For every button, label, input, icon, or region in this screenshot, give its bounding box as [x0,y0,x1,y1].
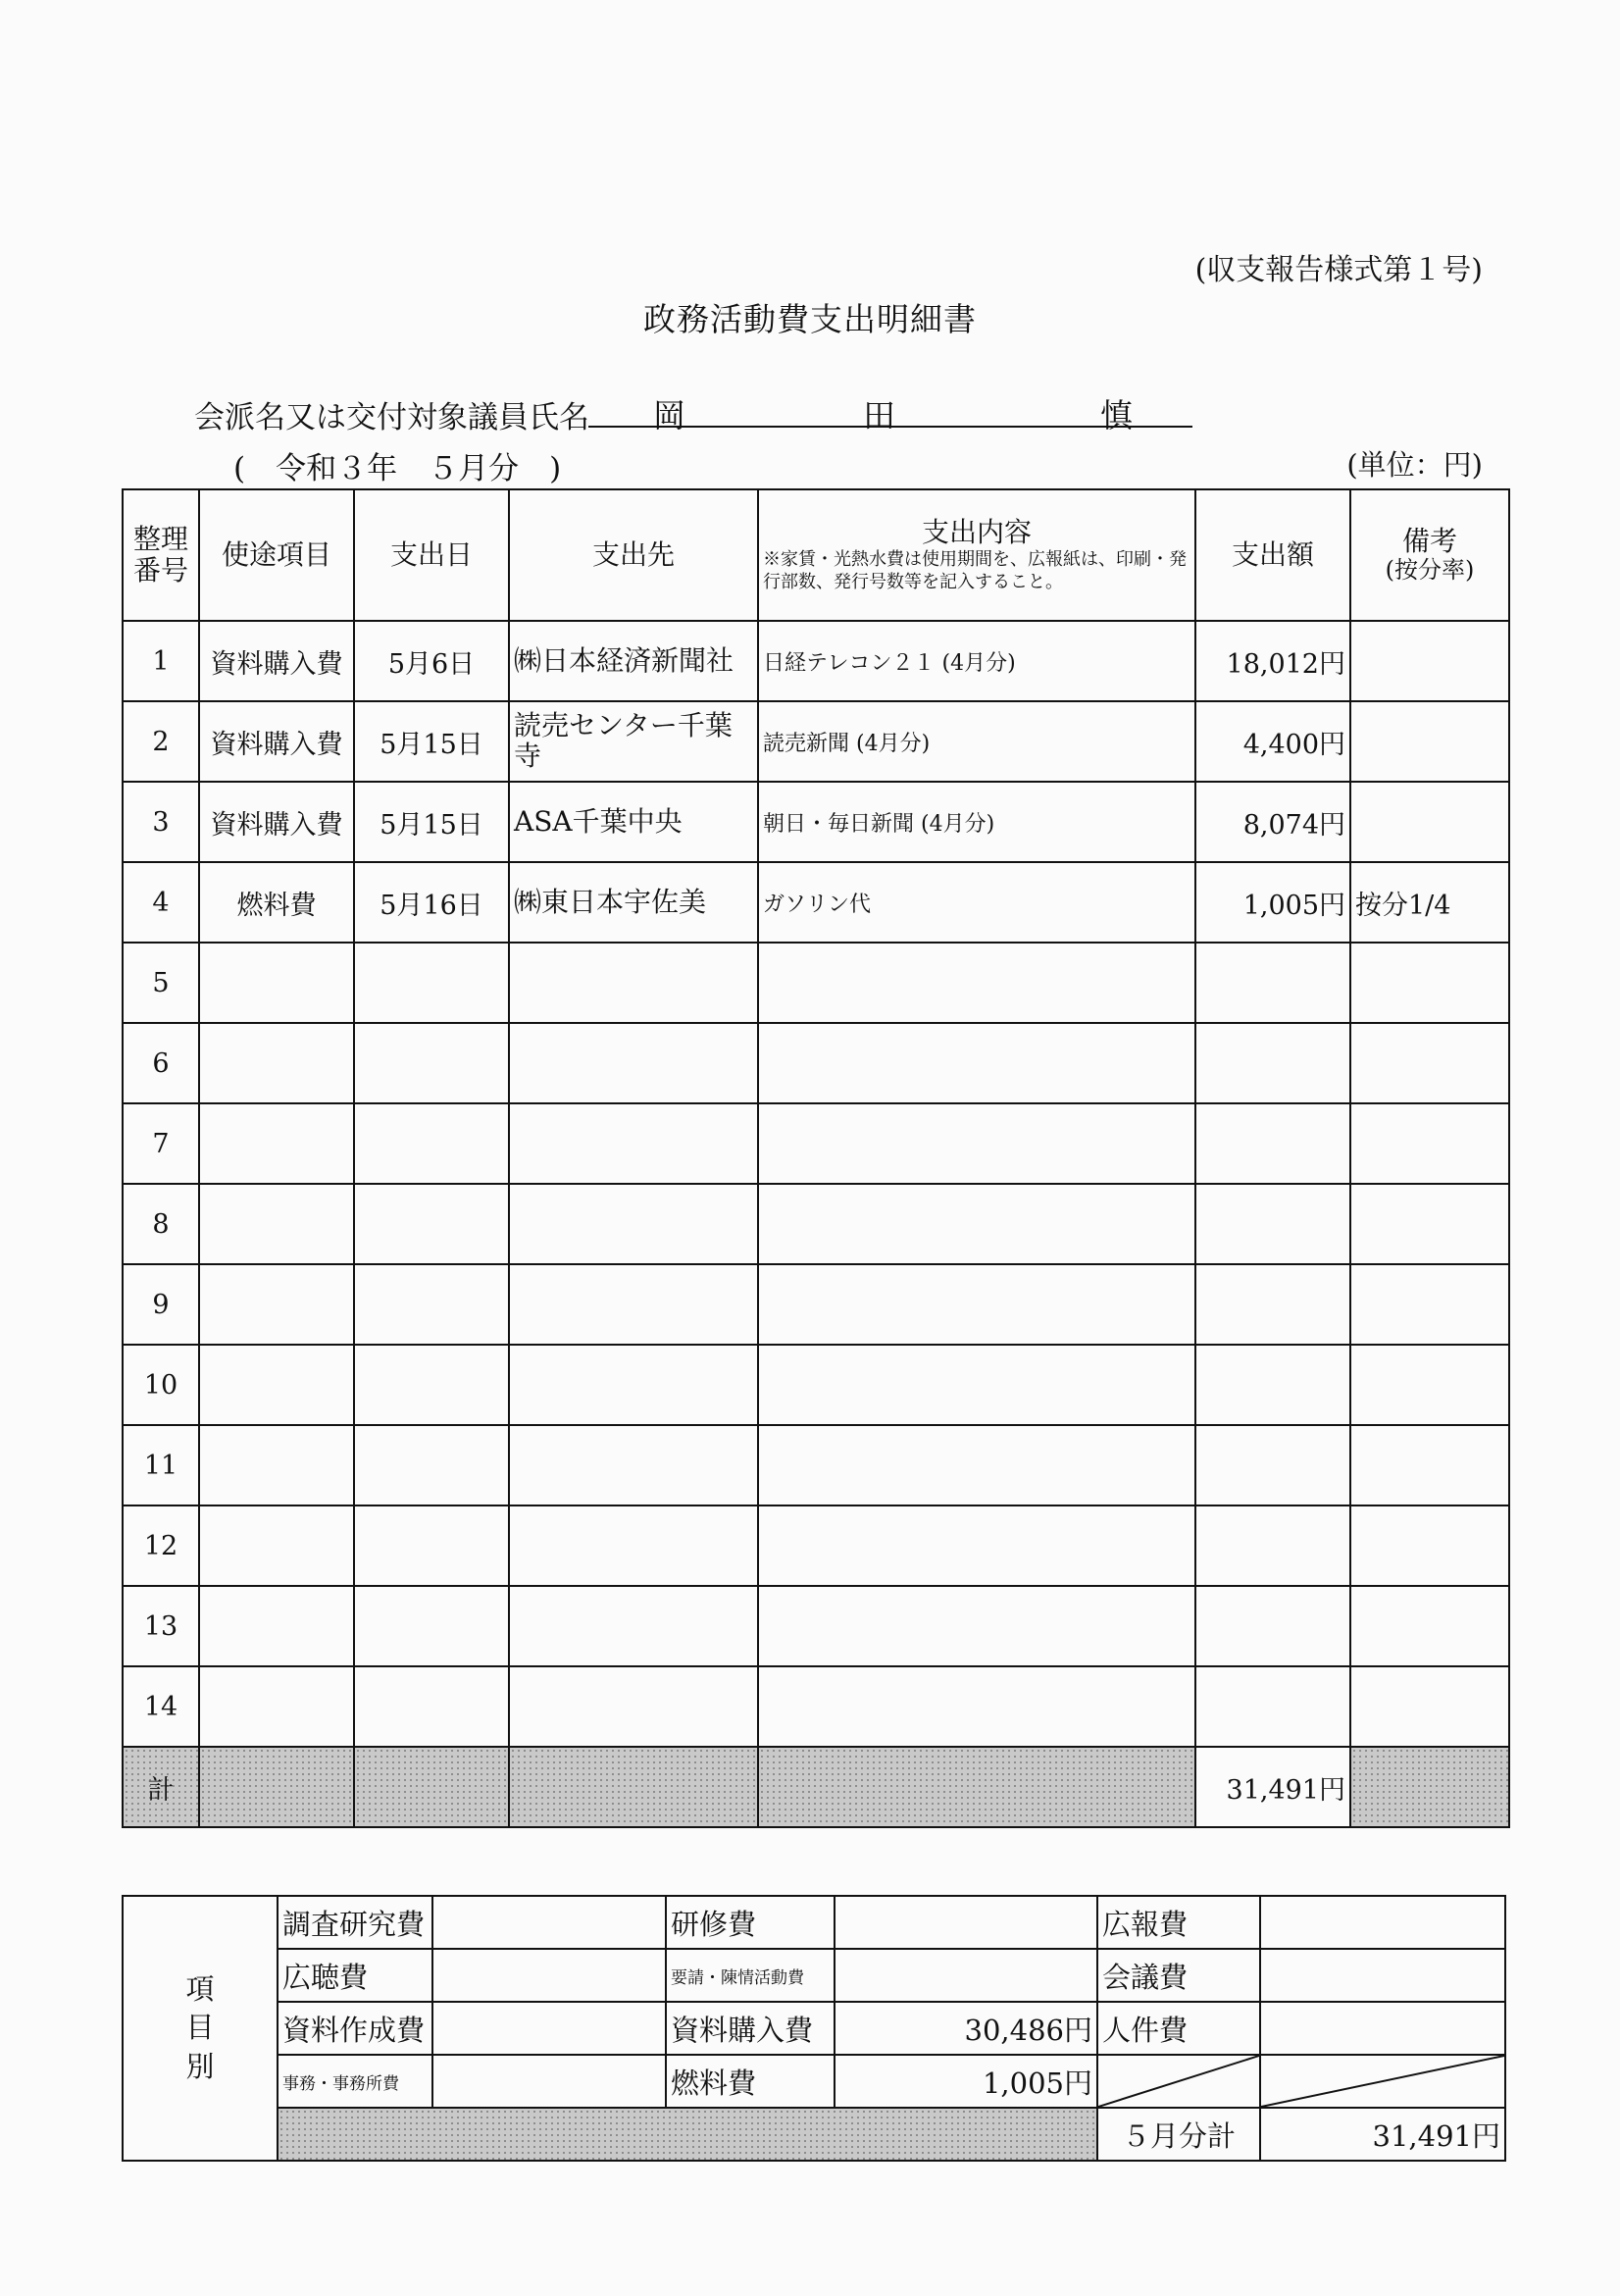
row-description [758,1586,1195,1666]
row-remarks: 按分1/4 [1350,862,1509,943]
header-amount: 支出額 [1195,489,1350,621]
row-number: 4 [123,862,199,943]
row-category [199,1103,354,1184]
diagonal-line [1261,2056,1504,2107]
row-description [758,1345,1195,1425]
expense-table [122,488,1510,1828]
row-description [758,943,1195,1023]
row-description [758,1103,1195,1184]
row-amount [1195,1505,1350,1586]
row-remarks [1350,1505,1509,1586]
total-blank-cell [354,1747,509,1827]
row-remarks [1350,1023,1509,1103]
member-name-part: 慎 [1100,396,1133,434]
summary-row [123,2002,1505,2055]
table-row [123,1666,1509,1747]
row-payee [509,1345,758,1425]
total-blank-cell [199,1747,354,1827]
member-name-part: 田 [863,396,895,434]
row-amount [1195,1425,1350,1505]
row-number: 13 [123,1586,199,1666]
total-row [123,1747,1509,1827]
row-date [354,1103,509,1184]
row-date: 5月16日 [354,862,509,943]
row-date [354,1425,509,1505]
row-description [758,1425,1195,1505]
summary-item-label: 研修費 [666,1896,835,1949]
row-date: 5月6日 [354,621,509,701]
document-title: 政務活動費支出明細書 [643,300,977,338]
summary-item-amount [835,1896,1097,1949]
row-description [758,1666,1195,1747]
row-payee [509,1666,758,1747]
summary-item-amount [432,2055,666,2108]
row-category [199,1425,354,1505]
row-number: 8 [123,1184,199,1264]
row-remarks [1350,1264,1509,1345]
table-header-row [123,489,1509,621]
row-description: 読売新聞 (4月分) [758,701,1195,782]
summary-item-label: 調査研究費 [278,1896,432,1949]
summary-item-amount [1260,2002,1505,2055]
row-payee [509,1505,758,1586]
row-description [758,1184,1195,1264]
row-date: 5月15日 [354,782,509,862]
row-category [199,1586,354,1666]
summary-item-amount [1260,1896,1505,1949]
member-label: 会派名又は交付対象議員氏名 [194,400,589,435]
row-amount [1195,1345,1350,1425]
summary-diagonal-cell [1097,2055,1260,2108]
header-payee: 支出先 [509,489,758,621]
summary-item-amount [835,1949,1097,2002]
row-remarks [1350,1425,1509,1505]
summary-item-amount [432,1949,666,2002]
row-number: 5 [123,943,199,1023]
row-number: 10 [123,1345,199,1425]
row-category [199,1666,354,1747]
table-row [123,1425,1509,1505]
diagonal-line [1098,2056,1259,2107]
table-row [123,1586,1509,1666]
row-date [354,1023,509,1103]
row-amount [1195,1586,1350,1666]
row-remarks [1350,1184,1509,1264]
row-description: 日経テレコン２１ (4月分) [758,621,1195,701]
table-row [123,1264,1509,1345]
header-remarks-main: 備考 [1401,525,1457,558]
row-date [354,943,509,1023]
total-amount: 31,491円 [1195,1747,1350,1827]
row-number: 3 [123,782,199,862]
table-row [123,943,1509,1023]
row-category [199,943,354,1023]
table-row [123,1103,1509,1184]
summary-shaded-cell [278,2108,1097,2161]
row-amount: 8,074円 [1195,782,1350,862]
table-row [123,1345,1509,1425]
row-payee [509,1023,758,1103]
row-category: 資料購入費 [199,701,354,782]
row-amount [1195,1103,1350,1184]
summary-item-amount [432,1896,666,1949]
row-category: 燃料費 [199,862,354,943]
row-payee [509,1586,758,1666]
summary-item-label: 人件費 [1097,2002,1260,2055]
row-description [758,1264,1195,1345]
report-period: ( 令和３年 ５月分 ) [233,451,562,486]
month-total-label: ５月分計 [1097,2108,1260,2161]
summary-diagonal-cell [1260,2055,1505,2108]
member-name-part: 岡 [653,396,685,434]
row-description: 朝日・毎日新聞 (4月分) [758,782,1195,862]
row-amount [1195,1023,1350,1103]
row-description [758,1505,1195,1586]
row-date [354,1586,509,1666]
summary-item-label: 資料購入費 [666,2002,835,2055]
summary-item-label: 広報費 [1097,1896,1260,1949]
row-remarks [1350,621,1509,701]
header-description [758,489,1195,621]
row-category [199,1264,354,1345]
summary-item-label: 資料作成費 [278,2002,432,2055]
summary-side-label [123,1896,278,2161]
row-category [199,1184,354,1264]
row-description: ガソリン代 [758,862,1195,943]
row-amount: 4,400円 [1195,701,1350,782]
summary-item-label: 事務・事務所費 [278,2055,432,2108]
summary-item-label: 要請・陳情活動費 [666,1949,835,2002]
row-category [199,1345,354,1425]
unit-label: (単位：円) [1346,448,1483,482]
row-amount [1195,1264,1350,1345]
row-remarks [1350,782,1509,862]
summary-side-char: 目 [185,2011,215,2045]
row-payee [509,1264,758,1345]
row-date [354,1666,509,1747]
row-date [354,1505,509,1586]
table-row [123,701,1509,782]
header-category: 使途項目 [199,489,354,621]
row-number: 1 [123,621,199,701]
row-remarks [1350,1103,1509,1184]
row-number: 12 [123,1505,199,1586]
summary-side-char: 項 [185,1972,215,2007]
table-row [123,1184,1509,1264]
row-number: 14 [123,1666,199,1747]
row-amount [1195,943,1350,1023]
row-payee [509,1103,758,1184]
row-remarks [1350,1345,1509,1425]
row-remarks [1350,701,1509,782]
table-row [123,862,1509,943]
row-category [199,1505,354,1586]
row-amount [1195,1666,1350,1747]
row-remarks [1350,1586,1509,1666]
row-number: 9 [123,1264,199,1345]
row-date [354,1345,509,1425]
row-description [758,1023,1195,1103]
member-name-underline [588,426,1192,428]
row-remarks [1350,1666,1509,1747]
summary-item-label: 広聴費 [278,1949,432,2002]
row-payee: 読売センター千葉寺 [509,701,758,782]
row-date: 5月15日 [354,701,509,782]
table-row [123,1505,1509,1586]
row-payee [509,1184,758,1264]
header-no: 整理番号 [123,489,199,621]
row-number: 7 [123,1103,199,1184]
summary-row [123,1896,1505,1949]
row-number: 11 [123,1425,199,1505]
total-blank-cell [758,1747,1195,1827]
summary-item-label: 会議費 [1097,1949,1260,2002]
summary-row [123,1949,1505,2002]
row-number: 2 [123,701,199,782]
table-row [123,782,1509,862]
header-remarks-sub: (按分率) [1385,556,1475,585]
row-payee: ㈱日本経済新聞社 [509,621,758,701]
header-date: 支出日 [354,489,509,621]
row-payee [509,1425,758,1505]
row-number: 6 [123,1023,199,1103]
row-payee [509,943,758,1023]
row-category: 資料購入費 [199,782,354,862]
table-row [123,1023,1509,1103]
summary-item-amount: 30,486円 [835,2002,1097,2055]
summary-total-row [123,2108,1505,2161]
month-total-amount: 31,491円 [1260,2108,1505,2161]
row-date [354,1184,509,1264]
row-payee: ASA千葉中央 [509,782,758,862]
row-payee: ㈱東日本宇佐美 [509,862,758,943]
category-summary-table [122,1895,1506,2162]
summary-item-label: 燃料費 [666,2055,835,2108]
header-remarks [1350,489,1509,621]
summary-row [123,2055,1505,2108]
header-description-note: ※家賃・光熱水費は使用期間を、広報紙は、印刷・発行部数、発行号数等を記入すること。 [763,548,1187,593]
row-amount: 1,005円 [1195,862,1350,943]
summary-item-amount: 1,005円 [835,2055,1097,2108]
row-date [354,1264,509,1345]
summary-item-amount [1260,1949,1505,2002]
header-description-main: 支出内容 [921,515,1032,548]
row-category [199,1023,354,1103]
total-blank-cell [509,1747,758,1827]
total-label: 計 [123,1747,199,1827]
row-amount [1195,1184,1350,1264]
total-blank-cell [1350,1747,1509,1827]
row-category: 資料購入費 [199,621,354,701]
table-row [123,621,1509,701]
summary-side-char: 別 [185,2049,215,2083]
form-number: (収支報告様式第１号) [1194,253,1483,287]
summary-item-amount [432,2002,666,2055]
row-remarks [1350,943,1509,1023]
row-amount: 18,012円 [1195,621,1350,701]
